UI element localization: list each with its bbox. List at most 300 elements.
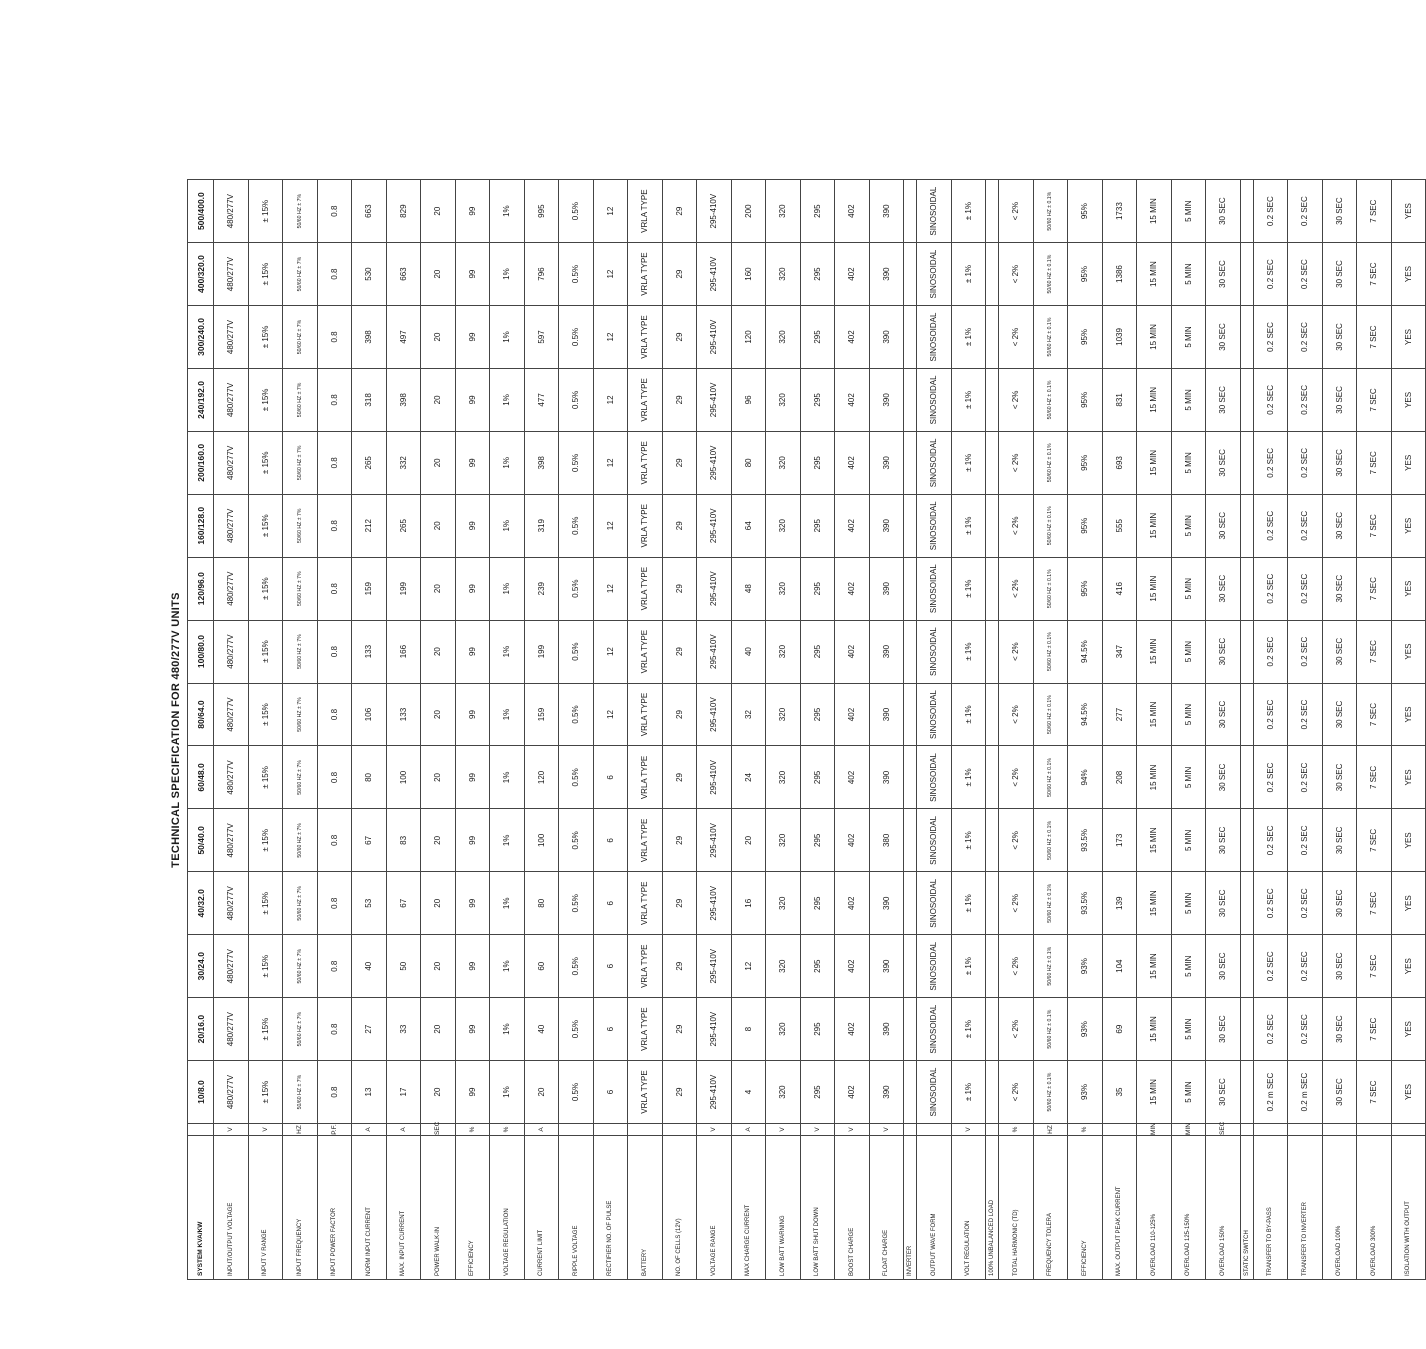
- spec-cell: 120: [524, 746, 559, 809]
- table-row: [1357, 180, 1392, 1280]
- spec-cell: 402: [835, 306, 870, 369]
- spec-cell: 480/277V: [214, 746, 249, 809]
- spec-cell: 1039: [1102, 306, 1137, 369]
- spec-cell: 20: [421, 620, 456, 683]
- spec-cell: [904, 243, 917, 306]
- spec-cell: ± 15%: [248, 998, 283, 1061]
- spec-cell: 295: [800, 872, 835, 935]
- spec-cell: VRLA TYPE: [628, 431, 663, 494]
- spec-cell: 0.2 SEC: [1253, 180, 1288, 243]
- row-unit: HZ: [1033, 1124, 1068, 1136]
- spec-cell: YES: [1391, 620, 1426, 683]
- spec-cell: 173: [1102, 809, 1137, 872]
- spec-cell: 12: [593, 557, 628, 620]
- spec-cell: 160: [731, 243, 766, 306]
- spec-cell: 402: [835, 683, 870, 746]
- spec-cell: 995: [524, 180, 559, 243]
- row-label: RECTIFIER NO. OF PULSE: [593, 1136, 628, 1280]
- spec-cell: 1%: [490, 935, 525, 998]
- spec-cell: 320: [766, 1061, 801, 1124]
- spec-cell: 7 SEC: [1357, 1061, 1392, 1124]
- table-header-row: [188, 180, 214, 1280]
- spec-cell: 6: [593, 746, 628, 809]
- spec-cell: 24: [731, 746, 766, 809]
- spec-cell: [986, 243, 999, 306]
- spec-cell: 480/277V: [214, 809, 249, 872]
- spec-cell: 0.2 SEC: [1288, 557, 1323, 620]
- spec-cell: 7 SEC: [1357, 431, 1392, 494]
- spec-cell: 95%: [1068, 180, 1103, 243]
- spec-cell: 50/60 HZ ± 0.1%: [1033, 368, 1068, 431]
- spec-cell: 477: [524, 368, 559, 431]
- spec-cell: 100: [524, 809, 559, 872]
- spec-cell: 5 MIN: [1171, 368, 1206, 431]
- spec-cell: SINOSOIDAL: [917, 557, 952, 620]
- spec-cell: < 2%: [999, 243, 1034, 306]
- spec-cell: 7 SEC: [1357, 306, 1392, 369]
- spec-cell: 50/60 HZ ± 7%: [283, 1061, 318, 1124]
- spec-cell: 20: [421, 872, 456, 935]
- spec-cell: 30 SEC: [1322, 998, 1357, 1061]
- spec-cell: YES: [1391, 557, 1426, 620]
- spec-cell: 50/60 HZ ± 7%: [283, 243, 318, 306]
- row-unit: HZ: [283, 1124, 318, 1136]
- spec-cell: 15 MIN: [1137, 431, 1172, 494]
- spec-cell: VRLA TYPE: [628, 368, 663, 431]
- row-unit: [662, 1124, 697, 1136]
- spec-cell: ± 15%: [248, 431, 283, 494]
- spec-cell: 402: [835, 243, 870, 306]
- spec-cell: 0.5%: [559, 809, 594, 872]
- spec-cell: 480/277V: [214, 1061, 249, 1124]
- spec-cell: 1%: [490, 180, 525, 243]
- spec-cell: 0.8: [317, 557, 352, 620]
- spec-cell: 30 SEC: [1206, 494, 1241, 557]
- row-label: ISOLATION WITH OUTPUT: [1391, 1136, 1426, 1280]
- spec-cell: 29: [662, 1061, 697, 1124]
- spec-cell: 320: [766, 809, 801, 872]
- spec-cell: 390: [869, 180, 904, 243]
- spec-cell: < 2%: [999, 557, 1034, 620]
- spec-cell: [904, 935, 917, 998]
- spec-cell: [1240, 243, 1253, 306]
- spec-cell: YES: [1391, 746, 1426, 809]
- spec-cell: 67: [386, 872, 421, 935]
- spec-cell: 5 MIN: [1171, 431, 1206, 494]
- spec-cell: ± 1%: [951, 368, 986, 431]
- spec-cell: SINOSOIDAL: [917, 872, 952, 935]
- spec-cell: 480/277V: [214, 243, 249, 306]
- spec-cell: 7 SEC: [1357, 243, 1392, 306]
- row-unit: [1357, 1124, 1392, 1136]
- spec-cell: 83: [386, 809, 421, 872]
- spec-cell: 320: [766, 935, 801, 998]
- spec-cell: 480/277V: [214, 557, 249, 620]
- spec-cell: 50: [386, 935, 421, 998]
- row-label: MAX. INPUT CURRENT: [386, 1136, 421, 1280]
- spec-cell: 320: [766, 494, 801, 557]
- spec-cell: 29: [662, 746, 697, 809]
- spec-cell: 99: [455, 431, 490, 494]
- row-label: INPUT/OUTPUT VOLTAGE: [214, 1136, 249, 1280]
- spec-cell: 5 MIN: [1171, 1061, 1206, 1124]
- spec-cell: [986, 368, 999, 431]
- spec-cell: 295-410V: [697, 620, 732, 683]
- spec-cell: ± 15%: [248, 306, 283, 369]
- spec-cell: 30 SEC: [1322, 431, 1357, 494]
- spec-cell: 402: [835, 494, 870, 557]
- spec-cell: 12: [593, 368, 628, 431]
- table-row: [490, 180, 525, 1280]
- spec-cell: [904, 746, 917, 809]
- spec-cell: 295-410V: [697, 431, 732, 494]
- spec-cell: 17: [386, 1061, 421, 1124]
- spec-cell: 30 SEC: [1206, 620, 1241, 683]
- spec-cell: 99: [455, 872, 490, 935]
- spec-cell: YES: [1391, 998, 1426, 1061]
- spec-cell: 0.5%: [559, 872, 594, 935]
- table-row: [317, 180, 352, 1280]
- model-header: 30/24.0: [188, 935, 214, 998]
- spec-cell: [1240, 431, 1253, 494]
- spec-cell: 99: [455, 1061, 490, 1124]
- spec-cell: SINOSOIDAL: [917, 431, 952, 494]
- spec-cell: 50/60 HZ ± 7%: [283, 557, 318, 620]
- spec-cell: YES: [1391, 431, 1426, 494]
- row-unit: [559, 1124, 594, 1136]
- table-row: [904, 180, 917, 1280]
- model-header: 500/400.0: [188, 180, 214, 243]
- spec-cell: 380: [869, 809, 904, 872]
- spec-cell: 30 SEC: [1322, 306, 1357, 369]
- spec-cell: 0.5%: [559, 180, 594, 243]
- row-label: INPUT V RANGE: [248, 1136, 283, 1280]
- table-row: [662, 180, 697, 1280]
- spec-cell: 7 SEC: [1357, 180, 1392, 243]
- spec-cell: 20: [524, 1061, 559, 1124]
- row-unit: [904, 1124, 917, 1136]
- spec-cell: < 2%: [999, 180, 1034, 243]
- spec-cell: 831: [1102, 368, 1137, 431]
- spec-cell: 50/60 HZ ± 7%: [283, 809, 318, 872]
- spec-cell: 30 SEC: [1322, 746, 1357, 809]
- spec-cell: 30 SEC: [1322, 620, 1357, 683]
- spec-cell: 6: [593, 809, 628, 872]
- spec-cell: 12: [593, 620, 628, 683]
- spec-cell: 30 SEC: [1206, 243, 1241, 306]
- spec-cell: 265: [352, 431, 387, 494]
- spec-cell: 295-410V: [697, 306, 732, 369]
- spec-cell: 0.5%: [559, 998, 594, 1061]
- spec-cell: 50/60 HZ ± 7%: [283, 935, 318, 998]
- table-row: [386, 180, 421, 1280]
- spec-cell: 1%: [490, 557, 525, 620]
- spec-cell: 15 MIN: [1137, 243, 1172, 306]
- spec-cell: 295: [800, 620, 835, 683]
- spec-cell: YES: [1391, 494, 1426, 557]
- spec-cell: < 2%: [999, 1061, 1034, 1124]
- row-unit: A: [386, 1124, 421, 1136]
- spec-cell: 0.2 SEC: [1288, 368, 1323, 431]
- spec-cell: ± 1%: [951, 557, 986, 620]
- spec-cell: 390: [869, 683, 904, 746]
- spec-cell: 319: [524, 494, 559, 557]
- spec-cell: 390: [869, 1061, 904, 1124]
- spec-cell: ± 15%: [248, 809, 283, 872]
- row-unit: [986, 1124, 999, 1136]
- spec-cell: 133: [352, 620, 387, 683]
- spec-cell: 320: [766, 180, 801, 243]
- model-header: 400/320.0: [188, 243, 214, 306]
- spec-cell: 390: [869, 368, 904, 431]
- spec-cell: ± 1%: [951, 998, 986, 1061]
- row-unit: %: [490, 1124, 525, 1136]
- spec-cell: 159: [352, 557, 387, 620]
- row-unit: A: [524, 1124, 559, 1136]
- spec-cell: SINOSOIDAL: [917, 243, 952, 306]
- spec-cell: 530: [352, 243, 387, 306]
- spec-cell: 0.2 SEC: [1253, 494, 1288, 557]
- spec-cell: 99: [455, 683, 490, 746]
- spec-cell: 50/60 HZ ± 0.1%: [1033, 1061, 1068, 1124]
- spec-cell: 20: [421, 683, 456, 746]
- spec-cell: 15 MIN: [1137, 935, 1172, 998]
- spec-cell: 100: [386, 746, 421, 809]
- spec-cell: 497: [386, 306, 421, 369]
- spec-cell: 0.2 m SEC: [1253, 1061, 1288, 1124]
- row-unit: [917, 1124, 952, 1136]
- table-row: [283, 180, 318, 1280]
- spec-cell: 320: [766, 620, 801, 683]
- spec-cell: 50/60 HZ ± 7%: [283, 180, 318, 243]
- row-unit: A: [352, 1124, 387, 1136]
- spec-cell: 199: [524, 620, 559, 683]
- model-header: 240/192.0: [188, 368, 214, 431]
- table-row: [697, 180, 732, 1280]
- table-row: [835, 180, 870, 1280]
- spec-cell: 50/60 HZ ± 7%: [283, 746, 318, 809]
- spec-cell: [1240, 368, 1253, 431]
- table-row: [524, 180, 559, 1280]
- spec-cell: 295: [800, 1061, 835, 1124]
- row-label: NORM INPUT CURRENT: [352, 1136, 387, 1280]
- spec-cell: 0.8: [317, 431, 352, 494]
- spec-cell: 12: [593, 683, 628, 746]
- spec-cell: 15 MIN: [1137, 368, 1172, 431]
- spec-cell: 30 SEC: [1322, 809, 1357, 872]
- spec-cell: 48: [731, 557, 766, 620]
- spec-cell: 99: [455, 935, 490, 998]
- spec-cell: 20: [421, 306, 456, 369]
- spec-cell: 320: [766, 306, 801, 369]
- model-header: 60/48.0: [188, 746, 214, 809]
- row-label: MAX CHARGE CURRENT: [731, 1136, 766, 1280]
- spec-cell: [904, 306, 917, 369]
- spec-cell: [904, 494, 917, 557]
- spec-cell: 50/60 HZ ± 7%: [283, 431, 318, 494]
- spec-cell: 12: [731, 935, 766, 998]
- spec-cell: 1%: [490, 872, 525, 935]
- spec-cell: SINOSOIDAL: [917, 935, 952, 998]
- spec-cell: 96: [731, 368, 766, 431]
- spec-cell: 80: [524, 872, 559, 935]
- spec-cell: 50/60 HZ ± 0.1%: [1033, 872, 1068, 935]
- row-label: VOLT REGULATION: [951, 1136, 986, 1280]
- row-unit: SEC: [421, 1124, 456, 1136]
- spec-cell: 12: [593, 494, 628, 557]
- table-row: [1288, 180, 1323, 1280]
- spec-cell: 29: [662, 872, 697, 935]
- spec-cell: 0.8: [317, 620, 352, 683]
- spec-cell: ± 1%: [951, 1061, 986, 1124]
- spec-cell: 208: [1102, 746, 1137, 809]
- spec-cell: ± 15%: [248, 368, 283, 431]
- spec-cell: VRLA TYPE: [628, 683, 663, 746]
- spec-cell: 0.8: [317, 872, 352, 935]
- table-row: [1137, 180, 1172, 1280]
- spec-cell: 0.2 SEC: [1253, 620, 1288, 683]
- spec-cell: 398: [386, 368, 421, 431]
- spec-cell: ± 1%: [951, 683, 986, 746]
- spec-cell: 295-410V: [697, 998, 732, 1061]
- spec-cell: YES: [1391, 1061, 1426, 1124]
- model-header: 50/40.0: [188, 809, 214, 872]
- spec-cell: 12: [593, 243, 628, 306]
- spec-cell: VRLA TYPE: [628, 872, 663, 935]
- row-unit: %: [455, 1124, 490, 1136]
- spec-cell: 0.2 SEC: [1253, 431, 1288, 494]
- row-label: FLOAT CHARGE: [869, 1136, 904, 1280]
- row-unit: [1391, 1124, 1426, 1136]
- spec-cell: 40: [731, 620, 766, 683]
- document-title: TECHNICAL SPECIFICATION FOR 480/277V UNITS: [170, 592, 182, 868]
- spec-cell: 99: [455, 494, 490, 557]
- table-row: [421, 180, 456, 1280]
- row-label: OUTPUT WAVE FORM: [917, 1136, 952, 1280]
- spec-cell: 318: [352, 368, 387, 431]
- spec-cell: 480/277V: [214, 431, 249, 494]
- spec-cell: 416: [1102, 557, 1137, 620]
- spec-cell: 30 SEC: [1322, 935, 1357, 998]
- spec-cell: 0.5%: [559, 243, 594, 306]
- row-unit: %: [999, 1124, 1034, 1136]
- row-label: 100% UNBALANCED LOAD: [986, 1136, 999, 1280]
- spec-cell: < 2%: [999, 620, 1034, 683]
- spec-cell: 30 SEC: [1206, 872, 1241, 935]
- table-row: [986, 180, 999, 1280]
- spec-cell: 1%: [490, 243, 525, 306]
- spec-cell: 295: [800, 809, 835, 872]
- spec-cell: ± 1%: [951, 935, 986, 998]
- spec-cell: 95%: [1068, 431, 1103, 494]
- spec-cell: 93%: [1068, 1061, 1103, 1124]
- spec-cell: YES: [1391, 935, 1426, 998]
- spec-cell: [904, 809, 917, 872]
- spec-cell: < 2%: [999, 431, 1034, 494]
- spec-cell: 30 SEC: [1206, 180, 1241, 243]
- spec-cell: 50/60 HZ ± 7%: [283, 683, 318, 746]
- spec-cell: 12: [593, 180, 628, 243]
- spec-cell: 30 SEC: [1322, 494, 1357, 557]
- spec-cell: 1%: [490, 1061, 525, 1124]
- spec-cell: 93%: [1068, 935, 1103, 998]
- spec-cell: 480/277V: [214, 494, 249, 557]
- spec-cell: 320: [766, 746, 801, 809]
- spec-cell: 1733: [1102, 180, 1137, 243]
- spec-cell: ± 15%: [248, 494, 283, 557]
- spec-cell: 398: [524, 431, 559, 494]
- spec-cell: 1386: [1102, 243, 1137, 306]
- spec-cell: 53: [352, 872, 387, 935]
- spec-cell: 480/277V: [214, 306, 249, 369]
- spec-cell: VRLA TYPE: [628, 1061, 663, 1124]
- spec-cell: 7 SEC: [1357, 620, 1392, 683]
- spec-cell: [1240, 683, 1253, 746]
- spec-cell: 295: [800, 368, 835, 431]
- spec-cell: 332: [386, 431, 421, 494]
- table-row: [1206, 180, 1241, 1280]
- row-unit: MIN: [1171, 1124, 1206, 1136]
- spec-cell: 94.5%: [1068, 683, 1103, 746]
- spec-cell: 402: [835, 620, 870, 683]
- spec-cell: 480/277V: [214, 180, 249, 243]
- row-label: TRANSFER TO BY-PASS: [1253, 1136, 1288, 1280]
- spec-cell: [904, 368, 917, 431]
- spec-cell: 30 SEC: [1322, 872, 1357, 935]
- model-header: 300/240.0: [188, 306, 214, 369]
- row-unit: [1102, 1124, 1137, 1136]
- spec-cell: 20: [421, 809, 456, 872]
- spec-cell: [986, 809, 999, 872]
- spec-cell: 30 SEC: [1322, 180, 1357, 243]
- spec-cell: ± 15%: [248, 872, 283, 935]
- spec-cell: < 2%: [999, 809, 1034, 872]
- row-label: CURRENT LIMIT: [524, 1136, 559, 1280]
- spec-cell: 829: [386, 180, 421, 243]
- spec-cell: 15 MIN: [1137, 746, 1172, 809]
- spec-cell: 0.8: [317, 306, 352, 369]
- spec-cell: VRLA TYPE: [628, 620, 663, 683]
- spec-cell: SINOSOIDAL: [917, 1061, 952, 1124]
- spec-cell: 0.2 SEC: [1288, 683, 1323, 746]
- spec-cell: 0.2 SEC: [1288, 243, 1323, 306]
- spec-cell: 0.5%: [559, 368, 594, 431]
- row-label: TOTAL HARMONIC (TD): [999, 1136, 1034, 1280]
- spec-cell: ± 1%: [951, 809, 986, 872]
- spec-cell: ± 15%: [248, 557, 283, 620]
- spec-cell: < 2%: [999, 998, 1034, 1061]
- spec-cell: 50/60 HZ ± 7%: [283, 620, 318, 683]
- spec-cell: [1240, 306, 1253, 369]
- model-header: 80/64.0: [188, 683, 214, 746]
- model-header: 40/32.0: [188, 872, 214, 935]
- spec-cell: 1%: [490, 368, 525, 431]
- table-row: [248, 180, 283, 1280]
- spec-cell: 320: [766, 683, 801, 746]
- spec-cell: YES: [1391, 368, 1426, 431]
- spec-cell: YES: [1391, 243, 1426, 306]
- spec-cell: 295: [800, 683, 835, 746]
- model-header: 20/16.0: [188, 998, 214, 1061]
- spec-cell: 1%: [490, 746, 525, 809]
- spec-cell: ± 1%: [951, 620, 986, 683]
- row-unit: SEC: [1206, 1124, 1241, 1136]
- spec-cell: VRLA TYPE: [628, 935, 663, 998]
- spec-cell: 95%: [1068, 494, 1103, 557]
- spec-cell: 64: [731, 494, 766, 557]
- spec-cell: VRLA TYPE: [628, 180, 663, 243]
- spec-cell: 16: [731, 872, 766, 935]
